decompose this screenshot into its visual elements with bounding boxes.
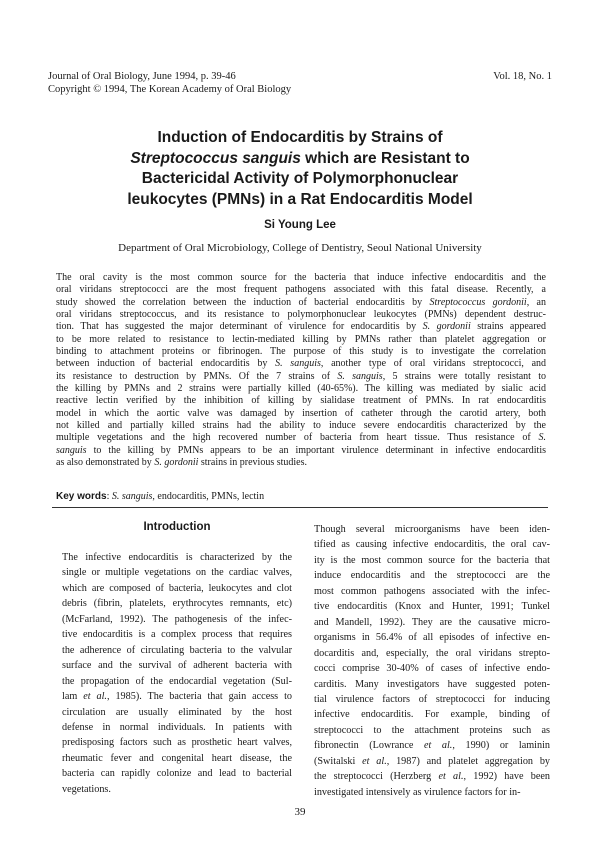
copyright-line: Copyright © 1994, The Korean Academy of Oral Biology	[48, 84, 292, 95]
body-column-left	[62, 550, 292, 797]
keywords-label: Key words	[56, 491, 107, 502]
abstract-line: reactive lectin verified by the inhibition of killing by sialidase treatment of PMNs. In rat endocarditis	[56, 395, 546, 407]
abstract-line: sanguis to the killing by PMNs appears to be an important virulence determinant in infective endocarditis	[56, 444, 546, 456]
abstract-line: model in which the aortic valve was damaged by insertion of catheter through the carotid artery, both	[56, 407, 546, 419]
body-text-line: cocci comprise 30-40% of cases of infective endo-	[314, 663, 550, 675]
abstract-line: its resistance to destruction by PMNs. Of the 7 strains of S. sanguis, 5 strains were totally resistant to	[56, 370, 547, 382]
body-text-line: the adherence of circulating bacteria to the valvular	[62, 644, 292, 656]
body-column-right	[314, 522, 550, 800]
body-text-line: ity is the most common source for the bacteria that	[314, 554, 550, 566]
body-text-line: rheumatic fever and congenital heart disease, the	[62, 752, 292, 764]
author-name: Si Young Lee	[264, 219, 336, 231]
title-line-2	[60, 149, 540, 170]
body-text-line: tive endocarditis is a complex process that requires	[62, 629, 292, 641]
title-line-4: leukocytes (PMNs) in a Rat Endocarditis Model	[127, 190, 473, 208]
body-text-line: induce endocarditis and the streptococci are the	[314, 570, 550, 582]
title-line-2-rest: which are Resistant to	[300, 149, 470, 167]
abstract-line: study showed the correlation between the induction of bacterial endocarditis by Streptococcus gordonii, an	[56, 296, 546, 308]
body-text-line: single or multiple vegetations on the cardiac valves,	[62, 567, 292, 579]
abstract-line: between induction of bacterial endocarditis by S. sanguis, another type of oral viridans streptococci, and	[56, 358, 547, 370]
body-text-line: investigated intensively as virulence factors for in-	[314, 786, 521, 798]
journal-citation: Journal of Oral Biology, June 1994, p. 39-46	[48, 71, 236, 82]
body-text-line: most common pathogens associated with the infec-	[314, 585, 550, 597]
title-line-3: Bactericidal Activity of Polymorphonuclear	[141, 170, 459, 187]
body-text-line: fibronectin (Lowrance et al., 1990) or laminin	[314, 740, 550, 752]
body-text-line: which are composed of bacteria, leukocytes and clot	[62, 582, 292, 594]
body-text-line: (McFarland, 1992). The pathogenesis of the infec-	[62, 613, 292, 625]
volume-issue: Vol. 18, No. 1	[493, 71, 552, 82]
body-text-line: streptococci to the attachment proteins such as	[314, 724, 550, 736]
section-divider	[52, 507, 548, 508]
journal-header	[48, 70, 552, 96]
body-text-line: (Switalski et al., 1987) and platelet aggregation by	[314, 755, 551, 767]
keywords-value: : S. sanguis, endocarditis, PMNs, lectin	[106, 491, 265, 502]
abstract-line: oral viridans streptococcus, and its resistance to polymorphonuclear leukocytes (PMNs) dependent destruc-	[56, 309, 546, 321]
page-number: 39	[294, 806, 306, 818]
body-text-line: circulation are usually eliminated by the host	[62, 706, 292, 718]
introduction-heading: Introduction	[143, 521, 211, 533]
body-text-line: bacteria can rapidly colonize and lead to bacterial	[62, 768, 292, 780]
body-text-line: and Mandell, 1992). They are the causative micro-	[314, 616, 550, 628]
body-text-line: debris (fibrin, platelets, erythrocytes remnants, etc)	[62, 598, 292, 610]
body-text-line: the streptococci (Herzberg et al., 1992) have been	[314, 771, 551, 783]
title-species-name: Streptococcus sanguis	[130, 149, 301, 167]
body-text-line: infective endocarditis. For example, binding of	[314, 709, 550, 721]
abstract-line: The oral cavity is the most common source for the bacteria that induce infective endocarditis and the	[56, 272, 546, 283]
body-text-line: the propagation of the endocardial vegetation (Sul-	[62, 675, 292, 687]
abstract-line: tion. That has suggested the major determinant of virulence for endocarditis by S. gordonii strains appeared	[56, 321, 546, 333]
body-text-line: organisms in 56.4% of all episodes of infective en-	[314, 632, 550, 644]
keywords	[56, 491, 264, 502]
body-text-line: docarditis and, especially, the oral viridans strepto-	[314, 647, 550, 659]
body-text-line: lam et al., 1985). The bacteria that gain access to	[62, 691, 293, 703]
body-text-line: carditis. Many investigators have suggested poten-	[314, 678, 550, 690]
abstract	[56, 272, 546, 470]
body-text-line: tial virulence factors of streptococci for inducing	[314, 693, 550, 705]
body-text-line: Though several microorganisms have been iden-	[314, 524, 550, 535]
abstract-line: as also demonstrated by S. gordonii strains in previous studies.	[56, 457, 307, 469]
abstract-line: binding to attachment proteins or fibrinogen. The purpose of this study is to investigate the correlation	[56, 346, 546, 358]
body-text-line: The infective endocarditis is characterized by the	[62, 552, 292, 563]
abstract-line: oral viridans streptococci are the most frequent pathogens associated with this fatal disease. Recently, a	[56, 284, 546, 296]
abstract-line: multiple vegetations and the high recovered number of bacteria from heart tissue. Thus resistance of S.	[56, 432, 546, 444]
abstract-line: not killed and partially killed strains had the ability to induce severe endocarditis characterized by the	[56, 420, 546, 432]
author-affiliation: Department of Oral Microbiology, College of Dentistry, Seoul National University	[118, 242, 482, 254]
body-text-line: predisposing factors such as prosthetic heart valves,	[62, 737, 292, 749]
abstract-line: the killing by PMNs and 2 strains were partially killed (40-65%). The killing was mediated by sialic acid	[56, 383, 546, 395]
body-text-line: defense in normal individuals. In patients with	[62, 721, 292, 733]
body-text-line: tified as causing infective endocarditis, the oral cav-	[314, 539, 550, 551]
body-text-line: vegetations.	[62, 783, 111, 795]
title-line-1: Induction of Endocarditis by Strains of	[157, 129, 443, 146]
body-text-line: tive endocarditis (Knox and Hunter, 1991; Tunkel	[314, 601, 550, 613]
article-title	[60, 128, 540, 210]
abstract-line: to be more related to resistance to lectin-mediated killing by PMNs rather than platelet aggregation or	[56, 333, 546, 345]
body-text-line: surface and the survival of adherent bacteria with	[62, 660, 292, 672]
